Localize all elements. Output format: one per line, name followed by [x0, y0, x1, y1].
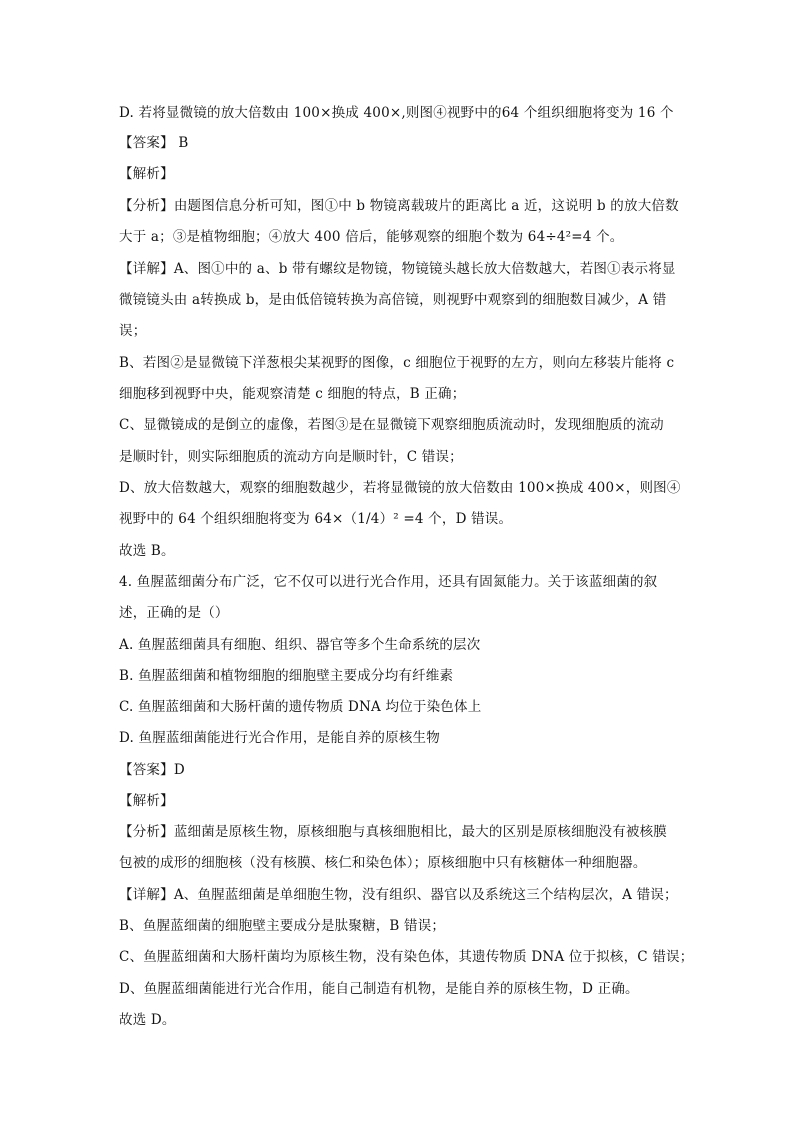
fenxi-tag: 【分析】 — [119, 198, 174, 214]
q4-xiangjie-b: B、鱼腥蓝细菌的细胞壁主要成分是肽聚糖，B 错误； — [119, 918, 446, 934]
q4-xiangjie-c: C、鱼腥蓝细菌和大肠杆菌均为原核生物，没有染色体，其遗传物质 DNA 位于拟核，C 错误； — [119, 949, 694, 965]
q4-option-a: A. 鱼腥蓝细菌具有细胞、组织、器官等多个生命系统的层次 — [119, 637, 481, 653]
q4-xiangjie-a — [119, 885, 689, 905]
q4-answer — [119, 760, 689, 780]
fenxi-text: 蓝细菌是原核生物，原核细胞与真核细胞相比，最大的区别是原核细胞没有被核膜 — [173, 824, 668, 840]
answer-tag: 【答案】 — [119, 135, 174, 151]
fenxi-tag: 【分析】 — [119, 824, 174, 840]
q3-xiangjie-d2: 视野中的 64 个组织细胞将变为 64×（1/4）² =4 个，D 错误。 — [119, 511, 513, 527]
answer-value: D — [173, 762, 185, 778]
q3-xiangjie-line1 — [119, 259, 689, 279]
q3-option-d: D. 若将显微镜的放大倍数由 100×换成 400×,则图④视野中的64 个组织细胞将变为 16 个 — [119, 105, 674, 121]
q3-answer — [119, 133, 689, 153]
q3-jiexi: 【解析】 — [119, 166, 174, 182]
q3-xiangjie-a2: 微镜镜头由 a转换成 b，是由低倍镜转换为高倍镜，则视野中观察到的细胞数目减少，A 错 — [119, 292, 667, 308]
q4-choose: 故选 D。 — [119, 1012, 176, 1028]
q3-fenxi-line2: 大于 a；③是植物细胞；④放大 400 倍后，能够观察的细胞个数为 64÷4²=4 个。 — [119, 229, 624, 245]
q3-choose: 故选 B。 — [119, 543, 175, 559]
q4-option-d: D. 鱼腥蓝细菌能进行光合作用，是能自养的原核生物 — [119, 730, 440, 746]
answer-value: B — [178, 135, 189, 151]
q4-fenxi-line1 — [119, 822, 689, 842]
xiangjie-tag: 【详解】 — [119, 261, 174, 277]
xiangjie-text: A、图①中的 a、b 带有螺纹是物镜，物镜镜头越长放大倍数越大，若图①表示将显 — [173, 261, 676, 277]
q4-option-b: B. 鱼腥蓝细菌和植物细胞的细胞壁主要成分均有纤维素 — [119, 668, 454, 684]
xiangjie-tag: 【详解】 — [119, 887, 174, 903]
q4-jiexi: 【解析】 — [119, 793, 174, 809]
q3-xiangjie-c1: C、显微镜成的是倒立的虚像，若图③是在显微镜下观察细胞质流动时，发现细胞质的流动 — [119, 417, 664, 433]
fenxi-text: 由题图信息分析可知，图①中 b 物镜离载玻片的距离比 a 近，这说明 b 的放大倍数 — [173, 198, 679, 214]
q4-option-c: C. 鱼腥蓝细菌和大肠杆菌的遗传物质 DNA 均位于染色体上 — [119, 699, 482, 715]
q3-xiangjie-b2: 细胞移到视野中央，能观察清楚 c 细胞的特点，B 正确； — [119, 386, 466, 402]
q3-xiangjie-b1: B、若图②是显微镜下洋葱根尖某视野的图像，c 细胞位于视野的左方，则向左移装片能将 c — [119, 355, 675, 371]
q4-fenxi-line2: 包被的成形的细胞核（没有核膜、核仁和染色体）；原核细胞中只有核糖体一种细胞器。 — [119, 855, 647, 871]
q3-xiangjie-d1: D、放大倍数越大，观察的细胞数越少，若将显微镜的放大倍数由 100×换成 400×，则图④ — [119, 480, 681, 496]
q4-xiangjie-d: D、鱼腥蓝细菌能进行光合作用，能自己制造有机物，是能自养的原核生物，D 正确。 — [119, 981, 639, 997]
q4-stem-line1: 4. 鱼腥蓝细菌分布广泛，它不仅可以进行光合作用，还具有固氮能力。关于该蓝细菌的叙 — [119, 574, 658, 590]
q3-xiangjie-a3: 误； — [119, 323, 147, 339]
q3-fenxi-line1 — [119, 196, 689, 216]
q3-xiangjie-c2: 是顺时针，则实际细胞质的流动方向是顺时针，C 错误； — [119, 449, 463, 465]
xiangjie-text: A、鱼腥蓝细菌是单细胞生物，没有组织、器官以及系统这三个结构层次，A 错误； — [173, 887, 678, 903]
answer-tag: 【答案】 — [119, 762, 174, 778]
q4-stem-line2: 述，正确的是（） — [119, 605, 229, 621]
